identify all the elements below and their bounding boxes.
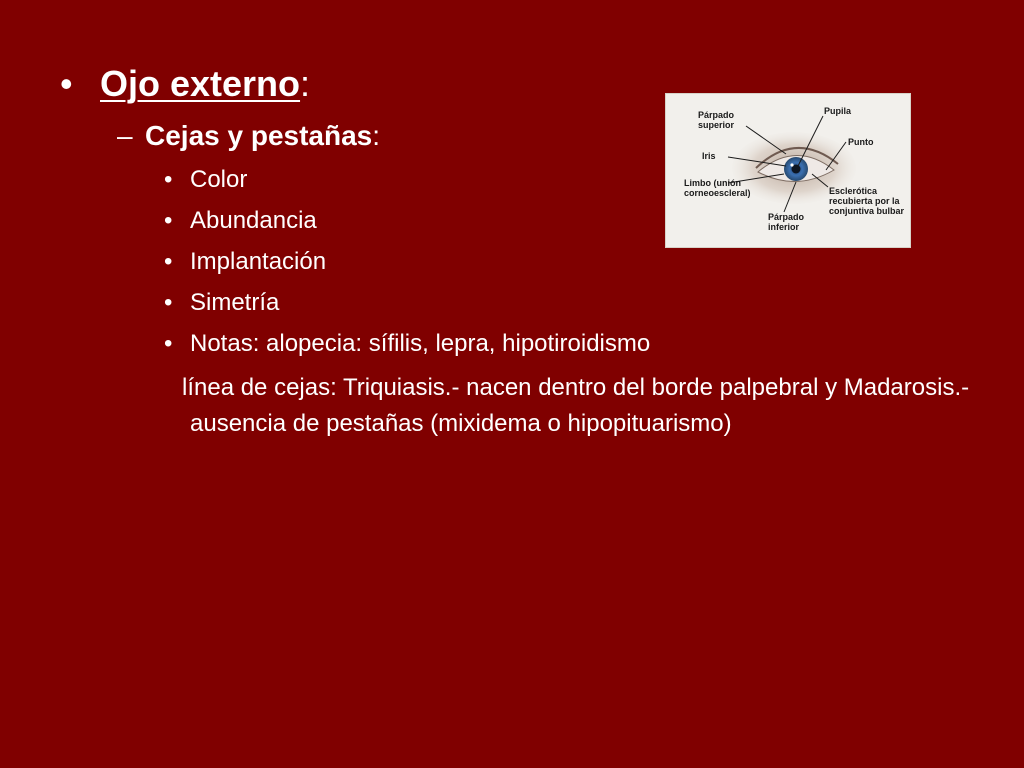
label-parpado-superior: Párpado superior [698,110,735,130]
list-item-text: Simetría [190,289,280,316]
list-item-text: Abundancia [190,207,317,234]
list-item-text: Implantación [190,248,327,275]
label-pupila: Pupila [824,106,852,116]
subheading-colon: : [372,120,381,151]
label-esclerotica: Esclerótica recubierta por la conjuntiva bulbar [829,186,905,216]
eye-diagram [665,93,911,248]
list-bullet: • [164,330,173,357]
heading-bullet: • [60,63,73,104]
list-bullet: • [164,289,173,316]
label-parpado-inferior: Párpado inferior [768,212,805,232]
label-iris: Iris [702,151,716,161]
list-item-text: Notas: alopecia: sífilis, lepra, hipotiroidismo [190,330,651,357]
label-punto: Punto [848,137,874,147]
subheading-dash: – [117,120,133,151]
notes-paragraph: línea de cejas: Triquiasis.- nacen dentro del borde palpebral y Madarosis.- ausencia de pestañas (mixidema o hipopituarismo) [182,374,970,437]
list-bullet: • [164,248,173,275]
heading-colon: : [300,63,311,104]
subheading-text [145,118,380,154]
list-bullet: • [164,207,173,234]
heading-text [100,62,310,106]
eye-highlight [790,163,793,166]
subheading-title: Cejas y pestañas [145,120,373,151]
heading-title: Ojo externo [100,63,301,104]
list-bullet: • [164,166,173,193]
label-limbo: Limbo (unión corneoescleral) [684,178,751,198]
list-item-text: Color [190,166,248,193]
